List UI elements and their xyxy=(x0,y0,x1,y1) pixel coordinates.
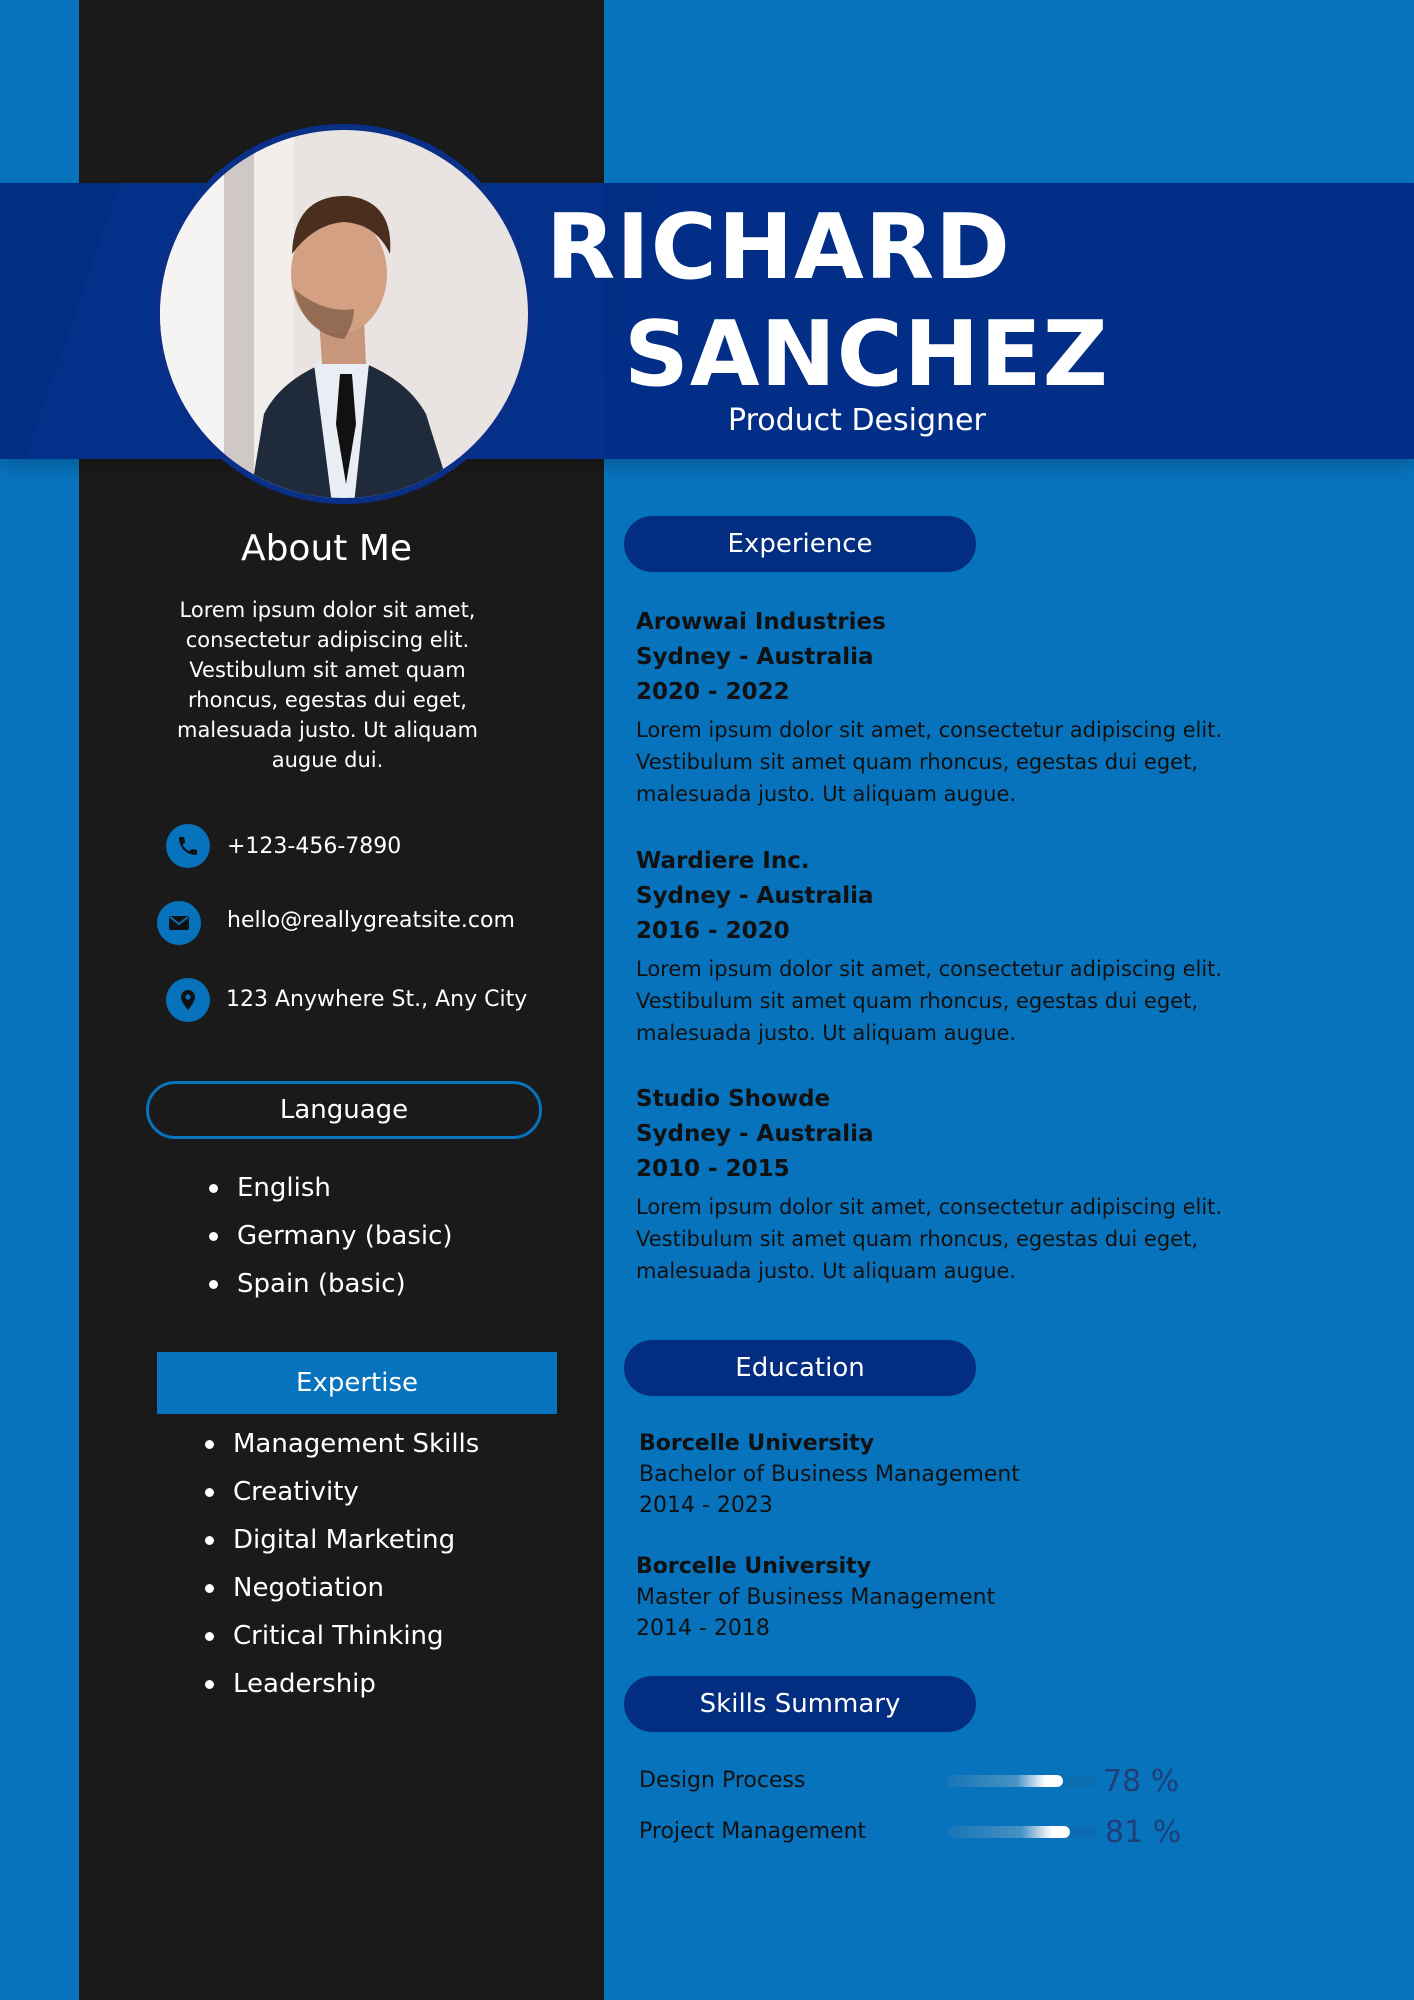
map-pin-icon xyxy=(166,978,210,1022)
job-description: Lorem ipsum dolor sit amet, consectetur adipiscing elit. Vestibulum sit amet quam rhoncus, egestas dui eget, malesuada justo. Ut aliquam augue. xyxy=(636,718,1223,806)
envelope-icon xyxy=(157,901,201,945)
about-title: About Me xyxy=(240,528,413,569)
education-degree: Bachelor of Business Management xyxy=(639,1462,1020,1487)
email-address[interactable]: hello@reallygreatsite.com xyxy=(227,908,515,933)
skill-percent: 81 % xyxy=(1105,1815,1182,1850)
education-entry xyxy=(639,1428,1139,1521)
expertise-item: Negotiation xyxy=(233,1564,479,1612)
profile-photo xyxy=(154,124,534,504)
skill-percent: 78 % xyxy=(1103,1764,1180,1799)
education-heading: Education xyxy=(624,1340,976,1396)
expertise-heading: Expertise xyxy=(157,1352,557,1414)
language-item: Spain (basic) xyxy=(237,1260,453,1308)
first-name: RICHARD xyxy=(546,195,1011,300)
skill-bar xyxy=(946,1775,1096,1787)
expertise-item: Creativity xyxy=(233,1468,479,1516)
education-years: 2014 - 2023 xyxy=(639,1493,773,1518)
skills-heading: Skills Summary xyxy=(624,1676,976,1732)
job-description: Lorem ipsum dolor sit amet, consectetur adipiscing elit. Vestibulum sit amet quam rhoncus, egestas dui eget, malesuada justo. Ut aliquam augue. xyxy=(636,1195,1223,1283)
language-item: English xyxy=(237,1164,453,1212)
about-text: Lorem ipsum dolor sit amet, consectetur adipiscing elit. Vestibulum sit amet quam rhoncus, egestas dui eget, malesuada justo. Ut aliquam augue dui. xyxy=(176,598,478,772)
last-name: SANCHEZ xyxy=(624,302,1109,407)
phone-icon xyxy=(166,824,210,868)
education-years: 2014 - 2018 xyxy=(636,1616,770,1641)
skill-bar-fill xyxy=(946,1775,1063,1787)
job-title: Product Designer xyxy=(728,403,986,438)
job-company: Studio Showde xyxy=(636,1086,831,1112)
language-item: Germany (basic) xyxy=(237,1212,453,1260)
phone-number[interactable]: +123-456-7890 xyxy=(227,834,402,859)
education-school: Borcelle University xyxy=(639,1431,875,1456)
job-entry xyxy=(636,605,1286,810)
job-company: Arowwai Industries xyxy=(636,609,886,635)
experience-heading: Experience xyxy=(624,516,976,572)
job-location: Sydney - Australia xyxy=(636,644,874,670)
expertise-list xyxy=(233,1420,479,1708)
job-entry xyxy=(636,1082,1286,1287)
expertise-item: Leadership xyxy=(233,1660,479,1708)
skill-bar-fill xyxy=(948,1826,1070,1838)
street-address: 123 Anywhere St., Any City xyxy=(226,987,528,1012)
expertise-item: Digital Marketing xyxy=(233,1516,479,1564)
language-heading: Language xyxy=(146,1081,542,1139)
job-location: Sydney - Australia xyxy=(636,883,874,909)
education-degree: Master of Business Management xyxy=(636,1585,996,1610)
job-entry xyxy=(636,844,1286,1049)
language-list xyxy=(237,1164,453,1308)
job-company: Wardiere Inc. xyxy=(636,848,810,874)
skill-bar xyxy=(948,1826,1098,1838)
job-years: 2010 - 2015 xyxy=(636,1156,790,1182)
expertise-item: Management Skills xyxy=(233,1420,479,1468)
job-description: Lorem ipsum dolor sit amet, consectetur adipiscing elit. Vestibulum sit amet quam rhoncus, egestas dui eget, malesuada justo. Ut aliquam augue. xyxy=(636,957,1223,1045)
job-years: 2020 - 2022 xyxy=(636,679,790,705)
education-entry xyxy=(636,1551,1136,1644)
expertise-item: Critical Thinking xyxy=(233,1612,479,1660)
skill-label: Design Process xyxy=(639,1768,806,1793)
job-years: 2016 - 2020 xyxy=(636,918,790,944)
job-location: Sydney - Australia xyxy=(636,1121,874,1147)
education-school: Borcelle University xyxy=(636,1554,872,1579)
skill-label: Project Management xyxy=(639,1819,867,1844)
